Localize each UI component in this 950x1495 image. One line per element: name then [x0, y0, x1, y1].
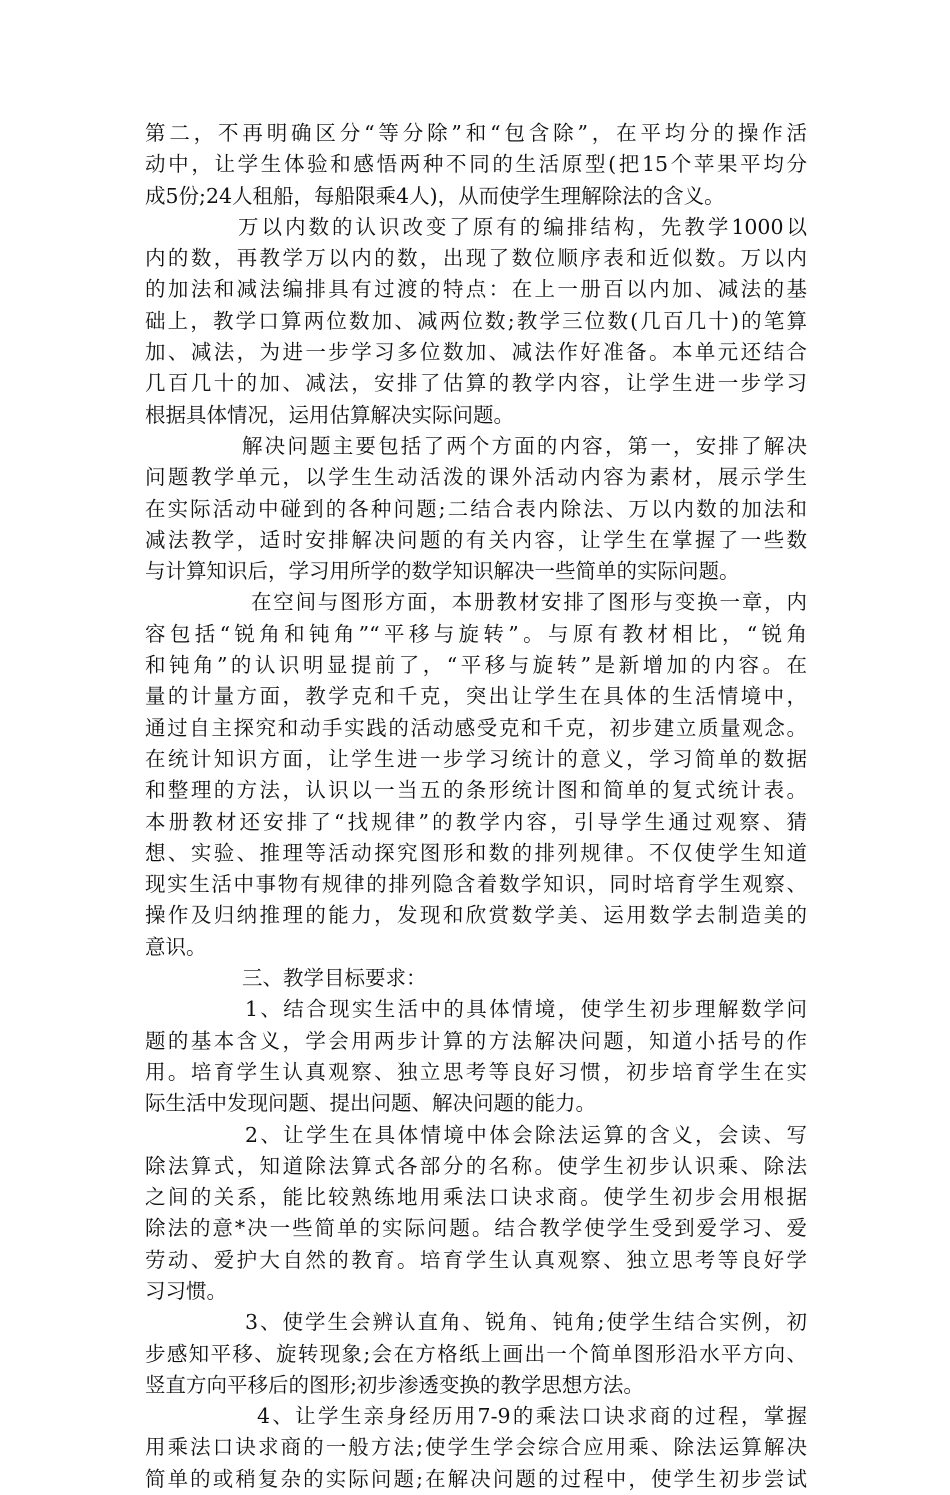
text-line: 加、减法，为进一步学习多位数加、减法作好准备。本单元还结合	[145, 340, 807, 365]
text-line: 量的计量方面，教学克和千克，突出让学生在具体的生活情境中，	[145, 684, 807, 709]
text-line: 操作及归纳推理的能力，发现和欣赏数学美、运用数学去制造美的	[145, 903, 807, 928]
paragraph-start-line: 万以内数的认识改变了原有的编排结构，先教学1000以	[238, 214, 807, 239]
text-line: 除法算式，知道除法算式各部分的名称。使学生初步认识乘、除法	[145, 1153, 807, 1178]
text-line: 际生活中发现问题、提出问题、解决问题的能力。	[145, 1091, 596, 1116]
text-line: 容包括“锐角和钝角”“平移与旋转”。与原有教材相比，“锐角	[145, 621, 807, 646]
text-line: 减法教学，适时安排解决问题的有关内容，让学生在掌握了一些数	[145, 527, 807, 552]
text-line: 动中，让学生体验和感悟两种不同的生活原型(把15个苹果平均分	[145, 152, 807, 177]
document-body	[145, 118, 807, 1495]
paragraph-start-line: 1、结合现实生活中的具体情境，使学生初步理解数学问	[245, 997, 807, 1022]
text-line: 几百几十的加、减法，安排了估算的教学内容，让学生进一步学习	[145, 371, 807, 396]
paragraph-start-line: 4、让学生亲身经历用7-9的乘法口诀求商的过程，掌握	[257, 1404, 807, 1429]
text-line: 根据具体情况，运用估算解决实际问题。	[145, 402, 514, 427]
text-line: 意识。	[145, 934, 207, 959]
text-line: 在统计知识方面，让学生进一步学习统计的意义，学习简单的数据	[145, 746, 807, 771]
text-line: 习习惯。	[145, 1278, 227, 1303]
text-line: 成5份;24人租船，每船限乘4人)，从而使学生理解除法的含义。	[145, 183, 725, 208]
paragraph-start-line: 解决问题主要包括了两个方面的内容，第一，安排了解决	[242, 433, 807, 458]
text-line: 劳动、爱护大自然的教育。培育学生认真观察、独立思考等良好学	[145, 1247, 807, 1272]
text-line: 竖直方向平移后的图形;初步渗透变换的教学思想方法。	[145, 1372, 644, 1397]
text-line: 与计算知识后，学习用所学的数学知识解决一些简单的实际问题。	[145, 559, 740, 584]
text-line: 在实际活动中碰到的各种问题;二结合表内除法、万以内数的加法和	[145, 496, 807, 521]
text-line: 础上，教学口算两位数加、减两位数;教学三位数(几百几十)的笔算	[145, 308, 807, 333]
text-line: 想、实验、推理等活动探究图形和数的排列规律。不仅使学生知道	[145, 840, 807, 865]
text-line: 现实生活中事物有规律的排列隐含着数学知识，同时培育学生观察、	[145, 872, 807, 897]
text-line: 用。培育学生认真观察、独立思考等良好习惯，初步培育学生在实	[145, 1059, 807, 1084]
paragraph-start-line: 3、使学生会辨认直角、锐角、钝角;使学生结合实例，初	[245, 1310, 807, 1335]
text-line: 简单的或稍复杂的实际问题;在解决问题的过程中，使学生初步尝试	[145, 1466, 807, 1491]
text-line: 步感知平移、旋转现象;会在方格纸上画出一个简单图形沿水平方向、	[145, 1341, 807, 1366]
text-line: 除法的意*决一些简单的实际问题。结合教学使学生受到爱学习、爱	[145, 1216, 807, 1241]
text-line: 题的基本含义，学会用两步计算的方法解决问题，知道小括号的作	[145, 1028, 807, 1053]
text-line: 本册教材还安排了“找规律”的教学内容，引导学生通过观察、猜	[145, 809, 807, 834]
section-heading: 三、教学目标要求：	[242, 966, 427, 991]
paragraph-start-line: 在空间与图形方面，本册教材安排了图形与变换一章，内	[251, 590, 807, 615]
text-line: 之间的关系，能比较熟练地用乘法口诀求商。使学生初步会用根据	[145, 1185, 807, 1210]
text-line: 问题教学单元，以学生生动活泼的课外活动内容为素材，展示学生	[145, 465, 807, 490]
text-line: 用乘法口诀求商的一般方法;使学生学会综合应用乘、除法运算解决	[145, 1435, 807, 1460]
text-line: 第二，不再明确区分“等分除”和“包含除”，在平均分的操作活	[145, 121, 807, 145]
paragraph-start-line: 2、让学生在具体情境中体会除法运算的含义，会读、写	[245, 1122, 807, 1147]
text-line: 和整理的方法，认识以一当五的条形统计图和简单的复式统计表。	[145, 778, 807, 803]
text-line: 通过自主探究和动手实践的活动感受克和千克，初步建立质量观念。	[145, 715, 807, 740]
text-line: 内的数，再教学万以内的数，出现了数位顺序表和近似数。万以内	[145, 246, 807, 271]
text-line: 的加法和减法编排具有过渡的特点：在上一册百以内加、减法的基	[145, 277, 807, 302]
text-line: 和钝角”的认识明显提前了，“平移与旋转”是新增加的内容。在	[145, 653, 807, 678]
